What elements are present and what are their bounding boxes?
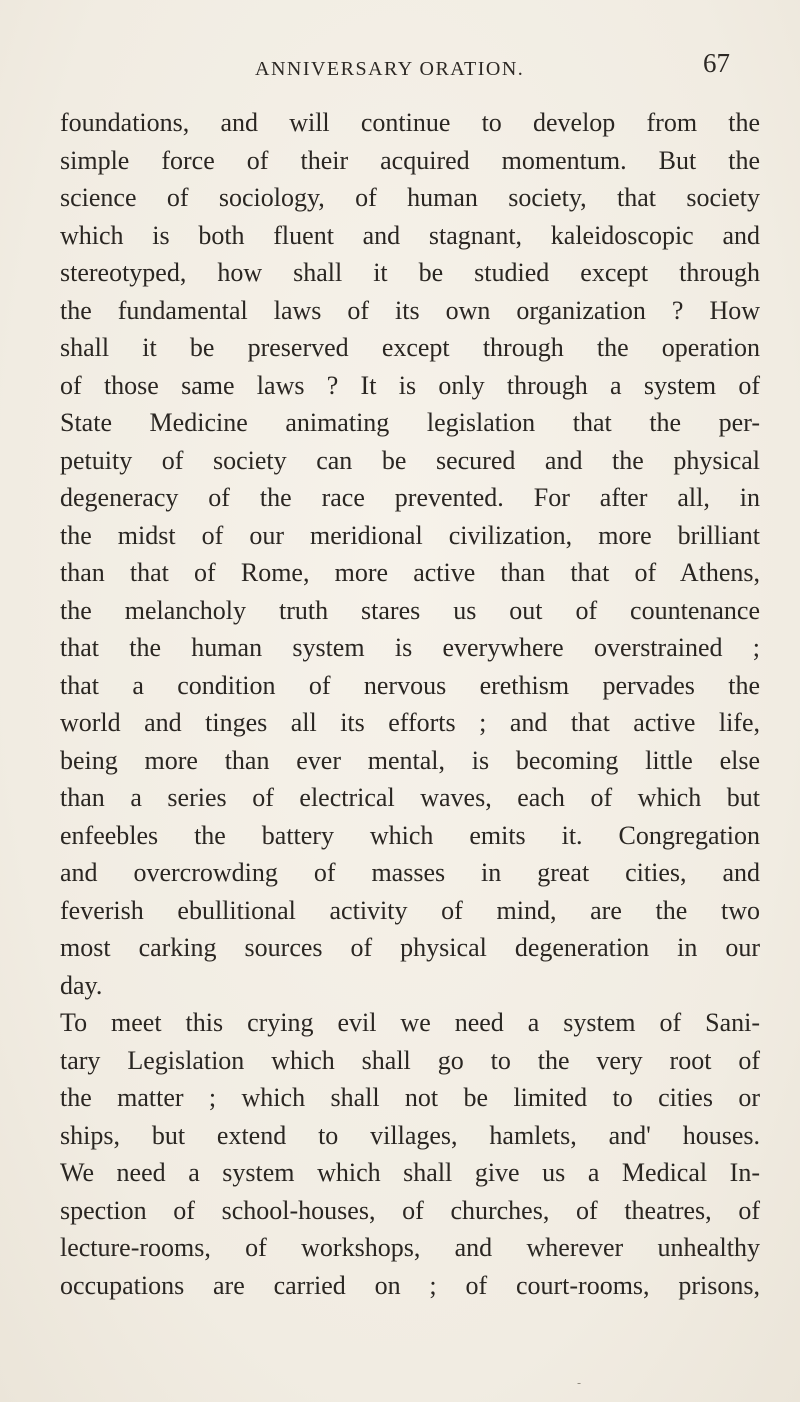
text-line: ships, but extend to villages, hamlets, and' houses.: [60, 1120, 760, 1150]
text-line: and overcrowding of masses in great cities, and: [60, 858, 760, 887]
text-line: feverish ebullitional activity of mind, are the two: [60, 895, 760, 925]
text-line: tary Legislation which shall go to the very root of: [60, 1045, 760, 1075]
text-line: stereotyped, how shall it be studied except through: [60, 258, 760, 287]
text-line: foundations, and will continue to develop from the: [60, 108, 760, 137]
text-line: being more than ever mental, is becoming little else: [60, 745, 760, 775]
text-line: science of sociology, of human society, that society: [60, 183, 760, 212]
page-number: 67: [703, 48, 730, 78]
text-line: State Medicine animating legislation that the per-: [60, 408, 760, 437]
body-text: [60, 104, 760, 1304]
text-line: the matter ; which shall not be limited to cities or: [60, 1083, 760, 1112]
print-mark: -: [577, 1376, 582, 1390]
text-line: most carking sources of physical degeneration in our: [60, 933, 760, 962]
paragraph-start-line: To meet this crying evil we need a system of Sani-: [60, 1008, 760, 1037]
text-line: that a condition of nervous erethism pervades the: [60, 670, 760, 700]
text-line: which is both fluent and stagnant, kaleidoscopic and: [60, 220, 760, 250]
text-line: lecture-rooms, of workshops, and wherever unhealthy: [60, 1233, 760, 1262]
text-line: day.: [60, 970, 103, 1000]
text-line: of those same laws ? It is only through a system of: [60, 370, 760, 400]
text-line: petuity of society can be secured and the physical: [60, 445, 760, 475]
text-line: the midst of our meridional civilization, more brilliant: [60, 520, 760, 550]
text-line: the melancholy truth stares us out of countenance: [60, 595, 760, 625]
text-line: spection of school-houses, of churches, of theatres, of: [60, 1195, 760, 1225]
text-line: that the human system is everywhere overstrained ;: [60, 633, 760, 662]
text-line: degeneracy of the race prevented. For after all, in: [60, 483, 760, 512]
text-line: the fundamental laws of its own organization ? How: [60, 295, 760, 325]
text-line: occupations are carried on ; of court-rooms, prisons,: [60, 1270, 760, 1300]
text-line: than a series of electrical waves, each of which but: [60, 783, 760, 812]
text-line: We need a system which shall give us a Medical In-: [60, 1158, 760, 1187]
text-line: shall it be preserved except through the operation: [60, 333, 760, 362]
text-line: simple force of their acquired momentum. But the: [60, 145, 760, 175]
text-line: enfeebles the battery which emits it. Congregation: [60, 820, 760, 850]
running-head: ANNIVERSARY ORATION.: [255, 58, 525, 80]
text-line: world and tinges all its efforts ; and that active life,: [60, 708, 760, 737]
text-line: than that of Rome, more active than that of Athens,: [60, 558, 760, 587]
